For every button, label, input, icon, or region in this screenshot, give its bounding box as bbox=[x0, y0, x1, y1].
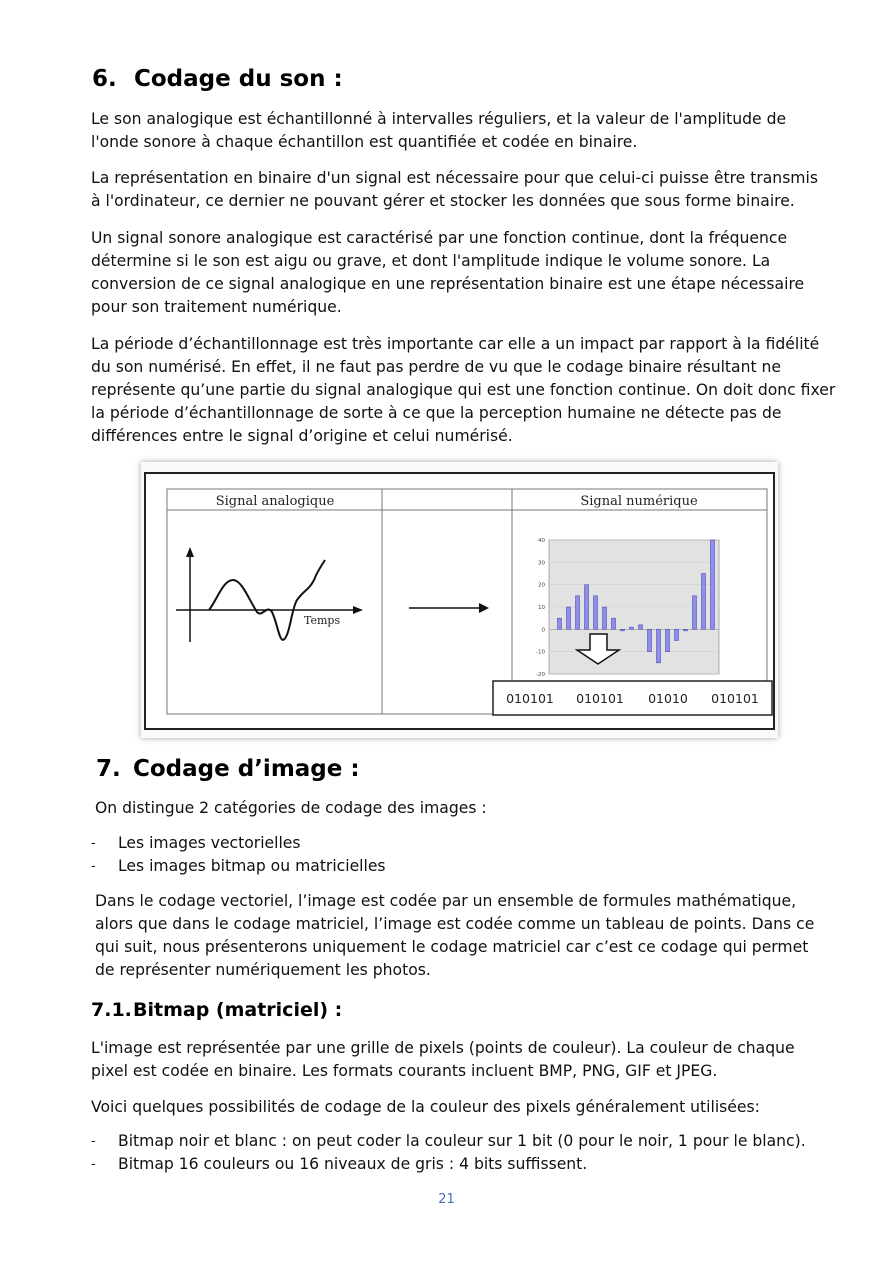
section-7-1-heading bbox=[91, 999, 342, 1021]
chart-bar bbox=[666, 629, 670, 651]
header-digital-label: Signal numérique bbox=[580, 494, 698, 509]
signal-diagram bbox=[141, 462, 778, 738]
y-tick-label: 20 bbox=[538, 582, 545, 589]
bitmap-options-list bbox=[91, 1130, 851, 1176]
list-item: - Les images vectorielles bbox=[91, 832, 811, 855]
y-tick-label: 40 bbox=[538, 538, 545, 544]
binary-code: 01010 bbox=[648, 691, 688, 706]
section-title: Codage d’image : bbox=[133, 756, 360, 782]
chart-bar bbox=[702, 574, 706, 630]
header-analog-label: Signal analogique bbox=[215, 494, 335, 509]
binary-code: 010101 bbox=[711, 691, 759, 706]
chart-bar bbox=[558, 618, 562, 629]
analog-axis-label: Temps bbox=[304, 614, 341, 627]
y-tick-label: 10 bbox=[538, 605, 545, 611]
y-tick-label: 0 bbox=[541, 627, 545, 634]
chart-bar bbox=[675, 629, 679, 640]
signal-figure bbox=[141, 462, 778, 738]
section-number: 7.1. bbox=[91, 999, 132, 1021]
chart-bar bbox=[576, 596, 580, 630]
chart-bar bbox=[585, 585, 589, 630]
paragraph: Le son analogique est échantillonné à intervalles réguliers, et la valeur de l'amplitude de l'onde sonore à chaque échantillon est quantifiée et codée en binaire. bbox=[91, 110, 787, 151]
chart-bar bbox=[567, 607, 571, 629]
list-item: - Les images bitmap ou matricielles bbox=[91, 855, 811, 878]
section-title: Codage du son : bbox=[134, 66, 343, 92]
chart-bar bbox=[693, 596, 697, 630]
list-item: - Bitmap noir et blanc : on peut coder la couleur sur 1 bit (0 pour le noir, 1 pour le blanc). bbox=[91, 1130, 851, 1153]
section-number: 7. bbox=[96, 756, 121, 782]
image-types-list bbox=[91, 832, 811, 878]
section-number: 6. bbox=[92, 66, 117, 92]
chart-bar bbox=[612, 618, 616, 629]
y-tick-label: -10 bbox=[536, 649, 545, 656]
chart-bar bbox=[594, 596, 598, 630]
y-tick-label: -20 bbox=[536, 672, 545, 678]
chart-bar bbox=[639, 625, 643, 629]
chart-bar bbox=[684, 629, 688, 631]
binary-code: 010101 bbox=[506, 691, 554, 706]
list-item: - Bitmap 16 couleurs ou 16 niveaux de gris : 4 bits suffissent. bbox=[91, 1153, 851, 1176]
paragraph: L'image est représentée par une grille de pixels (points de couleur). La couleur de chaque pixel est codée en binaire. Les formats courants incluent BMP, PNG, GIF et JPEG. bbox=[91, 1039, 795, 1080]
paragraph: Un signal sonore analogique est caractérisé par une fonction continue, dont la fréquence détermine si le son est aigu ou grave, et dont l'amplitude indique le volume sonore. La conversion de ce signal analogique en une représentation binaire est une étape nécessaire pour son traitement numérique. bbox=[91, 229, 805, 316]
chart-bar bbox=[603, 607, 607, 629]
paragraph: La période d’échantillonnage est très importante car elle a un impact par rapport à la fidélité du son numérisé. En effet, il ne faut pas perdre de vu que le codage binaire résultant ne représente qu’une partie du signal analogique qui est une fonction continue. On doit donc fixer la période d’échantillonnage de sorte à ce que la perception humaine ne détecte pas de différences entre le signal d’origine et celui numérisé. bbox=[91, 335, 836, 445]
section-6-heading bbox=[92, 66, 343, 92]
y-tick-label: 30 bbox=[538, 560, 545, 567]
chart-bar bbox=[630, 627, 634, 629]
chart-bar bbox=[657, 629, 661, 663]
page-number: 21 bbox=[438, 1192, 455, 1207]
paragraph: On distingue 2 catégories de codage des images : bbox=[95, 799, 487, 817]
paragraph: Dans le codage vectoriel, l’image est codée par un ensemble de formules mathématique, alors que dans le codage matriciel, l’image est codée comme un tableau de points. Dans ce qui suit, nous présenterons uniquement le codage matriciel car c’est ce codage qui permet de représenter numériquement les photos. bbox=[95, 892, 815, 979]
digital-bar-chart bbox=[536, 538, 719, 678]
chart-bar bbox=[648, 629, 652, 651]
binary-code: 010101 bbox=[576, 691, 624, 706]
paragraph: Voici quelques possibilités de codage de la couleur des pixels généralement utilisées: bbox=[91, 1098, 760, 1116]
section-7-heading bbox=[96, 756, 360, 782]
paragraph: La représentation en binaire d'un signal est nécessaire pour que celui-ci puisse être transmis à l'ordinateur, ce dernier ne pouvant gérer et stocker les données que sous forme binaire. bbox=[91, 169, 818, 210]
chart-bar bbox=[621, 629, 625, 631]
chart-bar bbox=[711, 540, 715, 629]
section-title: Bitmap (matriciel) : bbox=[133, 999, 343, 1021]
